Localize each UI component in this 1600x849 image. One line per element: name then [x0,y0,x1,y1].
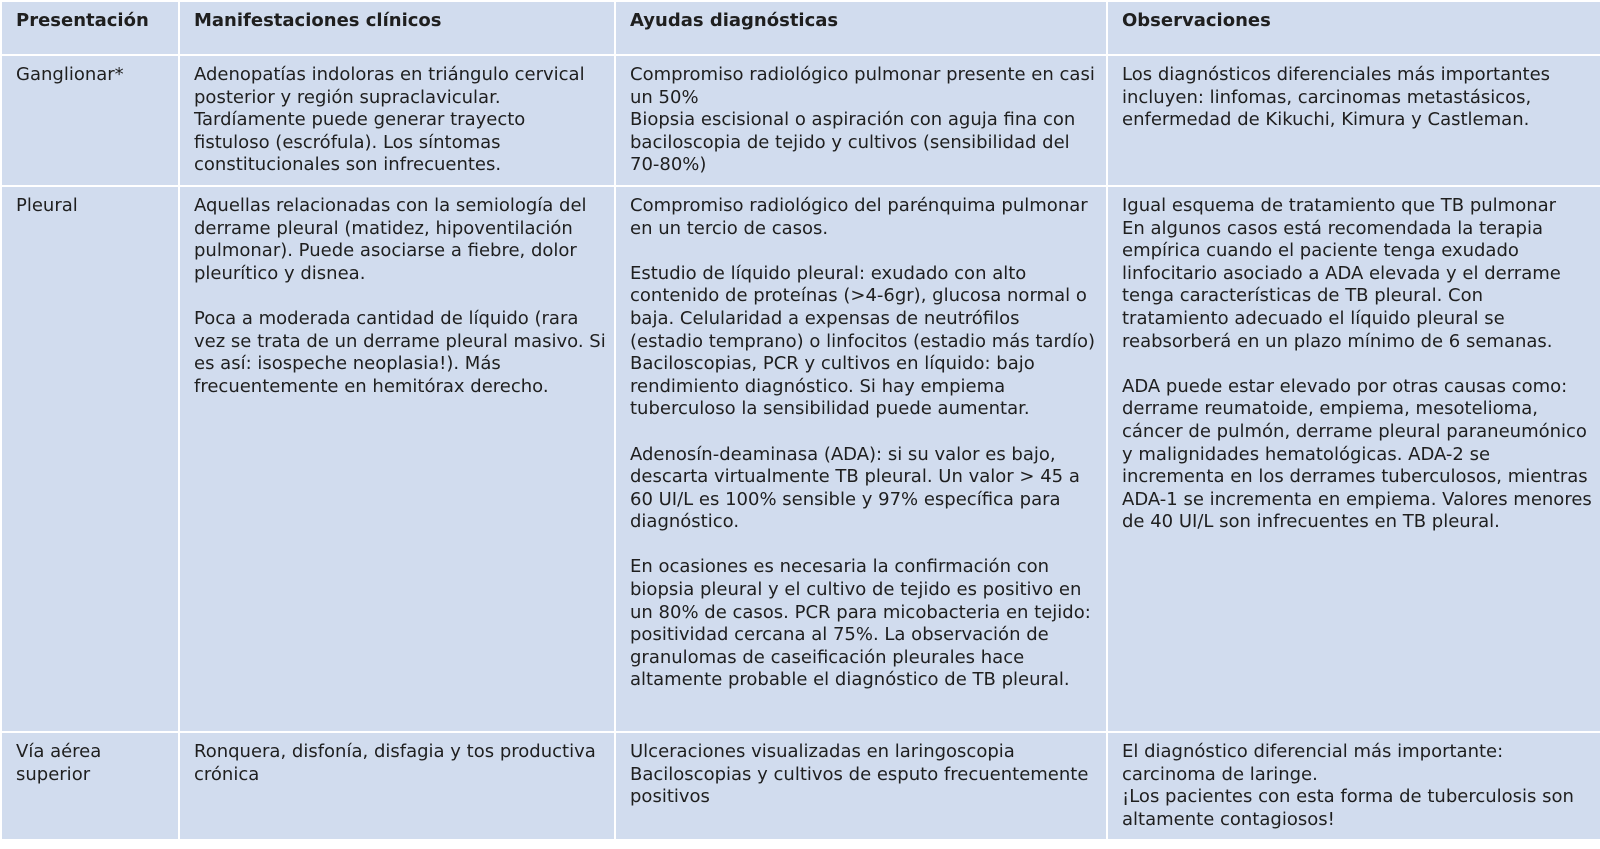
paragraph-gap [630,421,1098,444]
diagnostics-text: Compromiso radiológico del parénquima pulmonar en un tercio de casos. [630,194,1088,239]
diagnostics-text: Compromiso radiológico pulmonar presente en casi un 50% [630,64,1095,108]
manifestations-text: Adenopatías indoloras en triángulo cervical posterior y región supraclavicular. Tardíamente puede generar trayecto fistuloso (escrófula). Los síntomas constitucionales son infrecuentes. [194,64,585,176]
diagnostics-text: Estudio de líquido pleural: exudado con alto contenido de proteínas (>4-6gr), glucosa normal o baja. Celularidad a expensas de neutrófilos (estadio temprano) o linfocitos (estadio más tardío) Baciloscopias, PCR y cultivos en líquido: bajo rendimiento diagnóstico. Si hay empiema tuberculoso la sensibilidad puede aumentar. [630,262,1095,420]
cell-observations [1107,186,1600,732]
cell-presentation [1,55,179,186]
table-row-pleural [1,186,1600,732]
cell-presentation [1,186,179,732]
cell-presentation [1,732,179,840]
diagnostics-text: Ulceraciones visualizadas en laringoscopia Baciloscopias y cultivos de esputo frecuentemente positivos [630,740,1089,808]
header-presentation: Presentación [1,1,179,55]
table-row-upper-airway [1,732,1600,840]
diagnostics-text: En ocasiones es necesaria la confirmación con biopsia pleural y el cultivo de tejido es positivo en un 80% de casos. PCR para micobacteria en tejido: positividad cercana al 75%. La observación de granulomas de caseificación pleurales hace altamente probable el diagnóstico de TB pleural. [630,556,1091,691]
manifestations-text: Poca a moderada cantidad de líquido (rara vez se trata de un derrame pleural masivo. Si es así: isospeche neoplasia!). Más frecuentemente en hemitórax derecho. [194,307,606,397]
paragraph-gap [194,285,606,308]
presentation-label: Pleural [16,194,78,216]
cell-manifestations [179,55,615,186]
manifestations-text: Ronquera, disfonía, disfagia y tos productiva crónica [194,740,596,785]
header-manifestations: Manifestaciones clínicos [179,1,615,55]
paragraph-gap [630,534,1098,557]
header-row [1,1,1600,55]
observations-text: Los diagnósticos diferenciales más importantes incluyen: linfomas, carcinomas metastásicos, enfermedad de Kikuchi, Kimura y Castleman. [1122,64,1551,131]
cell-diagnostics [615,732,1107,840]
cell-manifestations [179,186,615,732]
observations-text: ADA puede estar elevado por otras causas como: derrame reumatoide, empiema, mesotelioma, cáncer de pulmón, derrame pleural paraneumónico y malignidades hematológicas. ADA-2 se incrementa en los derrames tuberculosos, mientras ADA-1 se incrementa en empiema. Valores menores de 40 UI/L son infrecuentes en TB pleural. [1122,375,1592,533]
diagnostics-text: Adenosín-deaminasa (ADA): si su valor es bajo, descarta virtualmente TB pleural. Un valor > 45 a 60 UI/L es 100% sensible y 97% específica para diagnóstico. [630,443,1080,533]
observations-text: Igual esquema de tratamiento que TB pulmonar En algunos casos está recomendada la terapia empírica cuando el paciente tenga exudado linfocitario asociado a ADA elevada y el derrame tenga características de TB pleural. Con tratamiento adecuado el líquido pleural se reabsorberá en un plazo mínimo de 6 semanas. [1122,194,1561,352]
cell-observations [1107,732,1600,840]
manifestations-text: Aquellas relacionadas con la semiología del derrame pleural (matidez, hipoventilación pulmonar). Puede asociarse a fiebre, dolor pleurítico y disnea. [194,194,587,284]
header-diagnostics: Ayudas diagnósticas [615,1,1107,55]
paragraph-gap [1122,353,1592,376]
presentation-label: Ganglionar* [16,64,124,85]
table-row-ganglionar [1,55,1600,186]
cell-diagnostics [615,186,1107,732]
presentation-label: Vía aérea superior [16,740,102,785]
observations-text: El diagnóstico diferencial más importante: carcinoma de laringe. ¡Los pacientes con esta forma de tuberculosis son altamente contagiosos! [1122,740,1574,830]
paragraph-gap [630,240,1098,263]
cell-diagnostics [615,55,1107,186]
cell-manifestations [179,732,615,840]
cell-observations [1107,55,1600,186]
header-observations: Observaciones [1107,1,1600,55]
diagnostics-text: Biopsia escisional o aspiración con aguja fina con baciloscopia de tejido y cultivos (sensibilidad del 70-80%) [630,109,1076,176]
